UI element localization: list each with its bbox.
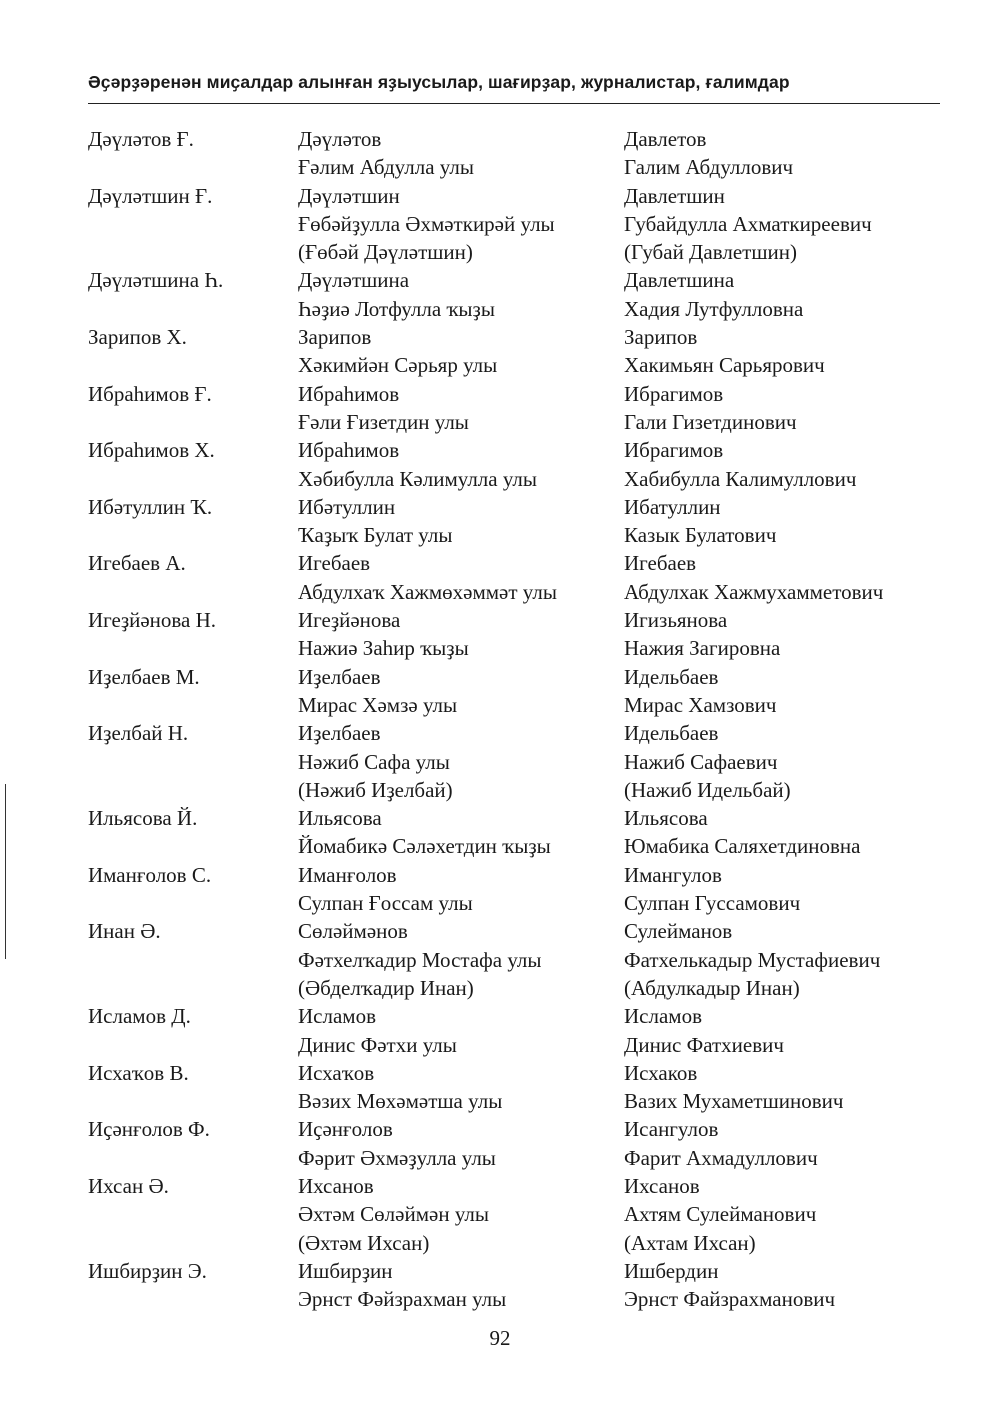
name-entry — [88, 266, 948, 323]
russian-name-line: Фатхелькадыр Мустафиевич — [624, 947, 881, 972]
short-name: Игебаев А. — [88, 551, 186, 576]
short-name: Иманғолов С. — [88, 862, 212, 887]
russian-name-line: Ишбердин — [624, 1258, 719, 1283]
russian-name-line: Хакимьян Сарьярович — [624, 353, 825, 378]
bashkir-name-line: Дәүләтшина — [298, 268, 410, 293]
russian-name-line: Игизьянова — [624, 608, 728, 633]
short-name: Дәүләтшина Һ. — [88, 268, 224, 293]
bashkir-name-column — [298, 380, 624, 437]
bashkir-name-line: Иҙелбаев — [298, 721, 381, 746]
name-entry — [88, 125, 948, 182]
short-name-column — [88, 493, 298, 550]
russian-name-line: Юмабика Саляхетдиновна — [624, 834, 861, 859]
bashkir-name-line: Дәүләтшин — [298, 183, 400, 208]
russian-name-line: Идельбаев — [624, 664, 719, 689]
russian-name-line: Ибатуллин — [624, 494, 721, 519]
bashkir-name-line: Ғәлим Абдулла улы — [298, 155, 474, 180]
bashkir-name-column — [298, 1172, 624, 1257]
name-entry — [88, 663, 948, 720]
russian-name-line: Зарипов — [624, 325, 698, 350]
name-entry — [88, 436, 948, 493]
short-name: Зарипов Х. — [88, 325, 187, 350]
name-entry — [88, 380, 948, 437]
short-name: Ибраһимов Ғ. — [88, 381, 212, 406]
russian-name-line: Сулейманов — [624, 919, 733, 944]
name-entry — [88, 323, 948, 380]
bashkir-name-line: Сөләймәнов — [298, 919, 408, 944]
bashkir-name-line: Ильясова — [298, 806, 382, 831]
russian-name-line: Фарит Ахмадуллович — [624, 1145, 818, 1170]
russian-name-line: Ахтям Сулейманович — [624, 1202, 817, 1227]
name-entry — [88, 1257, 948, 1314]
bashkir-name-line: Абдулхаҡ Хажмөхәммәт улы — [298, 579, 557, 604]
bashkir-name-line: Фәтхелҡадир Мостафа улы — [298, 947, 542, 972]
name-entry — [88, 917, 948, 1002]
short-name: Дәүләтшин Ғ. — [88, 183, 213, 208]
short-name-column — [88, 1172, 298, 1257]
russian-name-line: (Ахтам Ихсан) — [624, 1230, 756, 1255]
short-name-column — [88, 436, 298, 493]
russian-name-line: Абдулхак Хажмухамметович — [624, 579, 884, 604]
short-name: Ибәтуллин Ҡ. — [88, 494, 213, 519]
bashkir-name-line: Ғәли Ғизетдин улы — [298, 409, 469, 434]
bashkir-name-column — [298, 1002, 624, 1059]
russian-name-line: Гали Гизетдинович — [624, 409, 797, 434]
russian-name-line: (Абдулкадыр Инан) — [624, 975, 800, 1000]
name-entry — [88, 182, 948, 267]
russian-name-column — [624, 1172, 944, 1257]
russian-name-column — [624, 1257, 944, 1314]
russian-name-column — [624, 804, 944, 861]
bashkir-name-line: Ғөбәйҙулла Әхмәткирәй улы — [298, 211, 555, 236]
bashkir-name-column — [298, 1257, 624, 1314]
bashkir-name-line: Исламов — [298, 1004, 376, 1029]
short-name: Ильясова Й. — [88, 806, 198, 831]
short-name: Инан Ә. — [88, 919, 161, 944]
russian-name-column — [624, 606, 944, 663]
bashkir-name-line: Игеҙйәнова — [298, 608, 401, 633]
bashkir-name-line: Дәүләтов — [298, 127, 382, 151]
name-entry — [88, 1059, 948, 1116]
short-name: Иҙелбаев М. — [88, 664, 200, 689]
russian-name-column — [624, 1115, 944, 1172]
name-entry — [88, 719, 948, 804]
russian-name-column — [624, 1002, 944, 1059]
russian-name-column — [624, 917, 944, 1002]
russian-name-line: Ихсанов — [624, 1173, 700, 1198]
short-name: Исламов Д. — [88, 1004, 191, 1029]
bashkir-name-line: Ишбирҙин — [298, 1258, 393, 1283]
russian-name-line: Исламов — [624, 1004, 702, 1029]
name-entry — [88, 549, 948, 606]
page-header: Әҫәрҙәренән миҫалдар алынған яҙыусылар, шағирҙар, журналистар, ғалимдар — [88, 72, 790, 92]
bashkir-name-line: Фәрит Әхмәҙулла улы — [298, 1145, 496, 1170]
bashkir-name-line: Динис Фәтхи улы — [298, 1032, 457, 1057]
russian-name-column — [624, 719, 944, 804]
bashkir-name-column — [298, 719, 624, 804]
bashkir-name-line: Вәзих Мөхәмәтша улы — [298, 1089, 503, 1114]
name-entry — [88, 606, 948, 663]
russian-name-column — [624, 380, 944, 437]
name-entry — [88, 861, 948, 918]
russian-name-line: Давлетшина — [624, 268, 735, 293]
short-name: Иҫәнғолов Ф. — [88, 1117, 210, 1142]
russian-name-line: Ильясова — [624, 806, 708, 831]
bashkir-name-line: Исхаҡов — [298, 1060, 375, 1085]
short-name-column — [88, 861, 298, 918]
russian-name-line: Нажиб Сафаевич — [624, 749, 778, 774]
bashkir-name-column — [298, 125, 624, 182]
short-name-column — [88, 719, 298, 804]
russian-name-line: Ибрагимов — [624, 381, 724, 406]
russian-name-line: Хадия Лутфулловна — [624, 296, 804, 321]
short-name-column — [88, 1115, 298, 1172]
russian-name-column — [624, 1059, 944, 1116]
margin-mark — [5, 784, 6, 959]
bashkir-name-line: Һәҙиә Лотфулла ҡыҙы — [298, 296, 495, 321]
bashkir-name-column — [298, 549, 624, 606]
bashkir-name-line: Нажиә Заһир ҡыҙы — [298, 636, 469, 661]
russian-name-line: Хабибулла Калимуллович — [624, 466, 857, 491]
short-name: Игеҙйәнова Н. — [88, 608, 217, 633]
bashkir-name-column — [298, 1059, 624, 1116]
russian-name-line: Давлетшин — [624, 183, 725, 208]
short-name-column — [88, 380, 298, 437]
short-name-column — [88, 125, 298, 182]
bashkir-name-line: Йомабикә Сәләхетдин ҡыҙы — [298, 834, 551, 859]
russian-name-column — [624, 182, 944, 267]
name-entry — [88, 1115, 948, 1172]
russian-name-column — [624, 323, 944, 380]
bashkir-name-line: Иманғолов — [298, 862, 397, 887]
header-rule — [88, 103, 940, 104]
short-name-column — [88, 323, 298, 380]
bashkir-name-column — [298, 493, 624, 550]
short-name-column — [88, 917, 298, 1002]
bashkir-name-column — [298, 182, 624, 267]
short-name-column — [88, 182, 298, 267]
bashkir-name-line: Ибраһимов — [298, 438, 400, 463]
bashkir-name-line: Нәжиб Сафа улы — [298, 749, 450, 774]
bashkir-name-column — [298, 804, 624, 861]
russian-name-column — [624, 493, 944, 550]
bashkir-name-column — [298, 266, 624, 323]
bashkir-name-line: Ибәтуллин — [298, 494, 396, 519]
bashkir-name-line: (Әхтәм Ихсан) — [298, 1230, 430, 1255]
russian-name-line: Сулпан Гуссамович — [624, 891, 801, 916]
russian-name-line: Игебаев — [624, 551, 697, 576]
name-entry — [88, 804, 948, 861]
bashkir-name-line: Хәкимйән Сәрьяр улы — [298, 353, 498, 378]
russian-name-line: Галим Абдуллович — [624, 155, 794, 180]
russian-name-column — [624, 861, 944, 918]
bashkir-name-column — [298, 436, 624, 493]
short-name-column — [88, 663, 298, 720]
short-name-column — [88, 266, 298, 323]
bashkir-name-line: Ҡаҙыҡ Булат улы — [298, 523, 453, 548]
russian-name-line: Нажия Загировна — [624, 636, 781, 661]
bashkir-name-line: (Әбделҡадир Инан) — [298, 975, 474, 1000]
bashkir-name-column — [298, 663, 624, 720]
page-number: 92 — [489, 1326, 511, 1350]
short-name-column — [88, 1257, 298, 1314]
name-entry — [88, 1172, 948, 1257]
russian-name-line: Казык Булатович — [624, 523, 777, 548]
short-name: Ихсан Ә. — [88, 1173, 169, 1198]
russian-name-column — [624, 549, 944, 606]
short-name: Ибраһимов Х. — [88, 438, 215, 463]
bashkir-name-line: Эрнст Фәйзрахман улы — [298, 1287, 507, 1312]
short-name: Исхаҡов В. — [88, 1060, 189, 1085]
short-name-column — [88, 549, 298, 606]
short-name-column — [88, 1059, 298, 1116]
bashkir-name-column — [298, 323, 624, 380]
name-entry — [88, 493, 948, 550]
bashkir-name-line: Мирас Хәмзә улы — [298, 692, 458, 717]
russian-name-line: Давлетов — [624, 127, 707, 151]
russian-name-line: (Нажиб Идельбай) — [624, 777, 791, 802]
bashkir-name-line: Ибраһимов — [298, 381, 400, 406]
bashkir-name-line: (Нәжиб Иҙелбай) — [298, 777, 453, 802]
bashkir-name-line: Иҙелбаев — [298, 664, 381, 689]
bashkir-name-line: Зарипов — [298, 325, 372, 350]
short-name-column — [88, 804, 298, 861]
short-name: Ишбирҙин Э. — [88, 1258, 207, 1283]
bashkir-name-column — [298, 861, 624, 918]
bashkir-name-column — [298, 606, 624, 663]
bashkir-name-line: Хәбибулла Кәлимулла улы — [298, 466, 538, 491]
russian-name-column — [624, 125, 944, 182]
russian-name-line: Исхаков — [624, 1060, 698, 1085]
name-entry — [88, 1002, 948, 1059]
russian-name-column — [624, 663, 944, 720]
short-name: Иҙелбай Н. — [88, 721, 189, 746]
short-name-column — [88, 606, 298, 663]
russian-name-line: (Губай Давлетшин) — [624, 240, 797, 265]
bashkir-name-column — [298, 1115, 624, 1172]
bashkir-name-line: Сулпан Ғоссам улы — [298, 891, 473, 916]
bashkir-name-column — [298, 917, 624, 1002]
short-name: Дәүләтов Ғ. — [88, 127, 194, 151]
bashkir-name-line: Әхтәм Сөләймән улы — [298, 1202, 489, 1227]
russian-name-line: Динис Фатхиевич — [624, 1032, 784, 1057]
russian-name-line: Эрнст Файзрахманович — [624, 1287, 836, 1312]
russian-name-column — [624, 266, 944, 323]
short-name-column — [88, 1002, 298, 1059]
russian-name-line: Вазих Мухаметшинович — [624, 1089, 844, 1114]
russian-name-column — [624, 436, 944, 493]
russian-name-line: Исангулов — [624, 1117, 719, 1142]
bashkir-name-line: Иҫәнғолов — [298, 1117, 393, 1142]
russian-name-line: Ибрагимов — [624, 438, 724, 463]
russian-name-line: Идельбаев — [624, 721, 719, 746]
bashkir-name-line: Игебаев — [298, 551, 371, 576]
name-table — [88, 125, 948, 1313]
bashkir-name-line: Ихсанов — [298, 1173, 374, 1198]
bashkir-name-line: (Ғөбәй Дәүләтшин) — [298, 240, 473, 265]
russian-name-line: Мирас Хамзович — [624, 692, 777, 717]
russian-name-line: Имангулов — [624, 862, 722, 887]
russian-name-line: Губайдулла Ахматкиреевич — [624, 211, 872, 236]
